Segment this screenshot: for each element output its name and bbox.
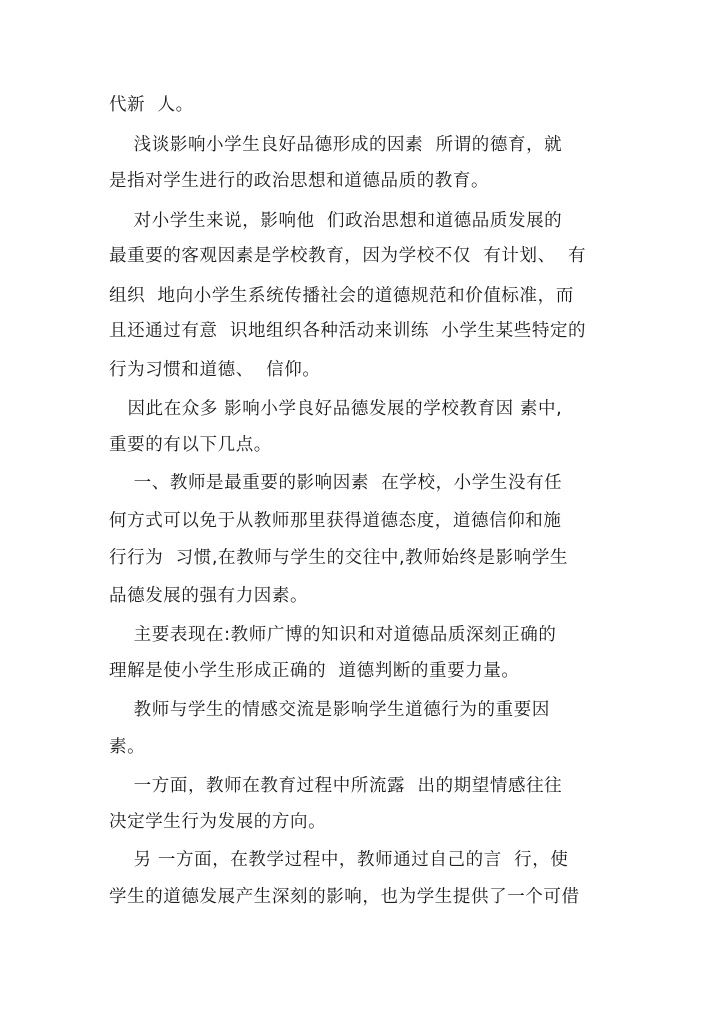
text-line: 对小学生来说，影响他 们政治思想和道德品质发展的	[109, 211, 563, 231]
text-line: 重要的有以下几点。	[109, 435, 272, 455]
text-line: 教师与学生的情感交流是影响学生道德行为的重要因	[109, 700, 550, 720]
text-line: 行行为 习惯,在教师与学生的交往中,教师始终是影响学生	[109, 548, 569, 568]
text-line: 学生的道德发展产生深刻的影响，也为学生提供了一个可借	[109, 887, 580, 907]
text-line: 组织 地向小学生系统传播社会的道德规范和价值标准，而	[109, 286, 574, 306]
text-line: 行为习惯和道德、 信仰。	[109, 360, 321, 380]
text-line: 是指对学生进行的政治思想和道德品质的教育。	[109, 171, 490, 191]
text-line: 浅谈影响小学生良好品德形成的因素 所谓的德育，就	[109, 135, 563, 155]
text-line: 素。	[109, 737, 146, 757]
text-line: 品德发展的强有力因素。	[109, 586, 309, 606]
text-line: 且还通过有意 识地组织各种活动来训练 小学生某些特定的	[109, 321, 587, 341]
text-line: 主要表现在:教师广博的知识和对道德品质深刻正确的	[109, 625, 557, 645]
text-line: 另 一方面，在教学过程中，教师通过自己的言 行，使	[109, 850, 569, 870]
text-line: 理解是使小学生形成正确的 道德判断的重要力量。	[109, 661, 520, 681]
text-line: 何方式可以免于从教师那里获得道德态度，道德信仰和施	[109, 511, 562, 531]
text-line: 一、教师是最重要的影响因素 在学校，小学生没有任	[109, 473, 563, 493]
text-line: 因此在众多 影响小学良好品德发展的学校教育因 素中,	[109, 399, 563, 419]
text-line: 一方面，教师在教育过程中所流露 出的期望情感往往	[109, 776, 563, 796]
text-line: 决定学生行为发展的方向。	[109, 812, 327, 832]
text-line: 代新 人。	[109, 95, 194, 115]
text-line: 最重要的客观因素是学校教育，因为学校不仅 有计划、 有	[109, 246, 587, 266]
